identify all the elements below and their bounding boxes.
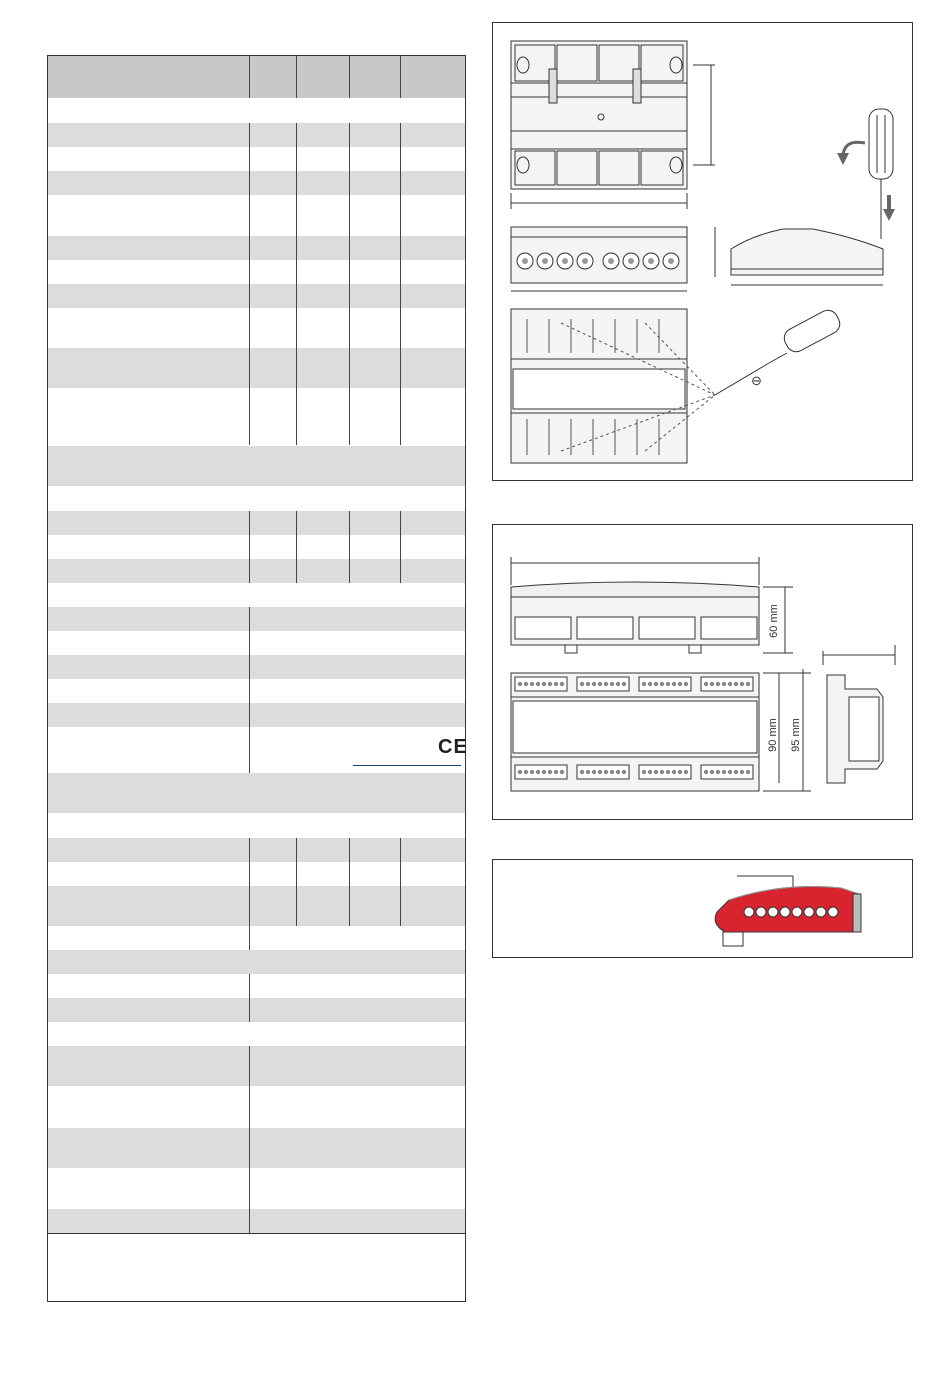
terminal-dot <box>716 682 720 686</box>
terminal-dot <box>672 770 676 774</box>
terminal-screw <box>804 907 814 917</box>
terminal-dot <box>684 770 688 774</box>
table-row <box>48 703 465 727</box>
terminal-dot <box>660 682 664 686</box>
terminal-dot <box>604 682 608 686</box>
terminal-dot <box>530 682 534 686</box>
terminal-dot <box>542 682 546 686</box>
terminal-dot <box>734 770 738 774</box>
table-row <box>48 607 465 631</box>
terminal-dot <box>648 770 652 774</box>
dimension-drawing <box>493 525 914 821</box>
dimensions-panel <box>492 524 913 820</box>
mounting-diagram-panel <box>492 22 913 481</box>
mounting-drawing <box>493 23 914 482</box>
terminal-dot <box>524 770 528 774</box>
table-row <box>48 1128 465 1168</box>
terminal-dot <box>554 682 558 686</box>
terminal-dot <box>536 770 540 774</box>
terminal-dot <box>734 682 738 686</box>
table-row <box>48 348 465 388</box>
terminal-dot <box>678 770 682 774</box>
terminal-screw <box>756 907 766 917</box>
terminal-dot <box>704 682 708 686</box>
table-row <box>48 446 465 486</box>
terminal-block-drawing <box>493 860 914 959</box>
terminal-dot <box>580 770 584 774</box>
terminal-dot <box>610 682 614 686</box>
table-row <box>48 1046 465 1086</box>
table-row <box>48 236 465 260</box>
ce-mark: CE <box>438 736 468 758</box>
terminal-dot <box>610 770 614 774</box>
table-row <box>48 559 465 583</box>
terminal-dot <box>740 770 744 774</box>
dim-90: 90 mm <box>767 718 779 752</box>
terminal-dot <box>622 770 626 774</box>
ce-underline <box>353 765 461 766</box>
table-row <box>48 886 465 926</box>
table-row <box>48 838 465 862</box>
terminal-dot <box>710 770 714 774</box>
dim-60: 60 mm <box>768 604 780 638</box>
terminal-screw <box>816 907 826 917</box>
terminal-block-panel <box>492 859 913 958</box>
terminal-dot <box>660 770 664 774</box>
terminal-dot <box>666 682 670 686</box>
terminal-dot <box>616 770 620 774</box>
terminal-dot <box>654 770 658 774</box>
terminal-dot <box>554 770 558 774</box>
table-row <box>48 511 465 535</box>
terminal-dot <box>678 682 682 686</box>
table-row <box>48 998 465 1022</box>
terminal-screw <box>792 907 802 917</box>
terminal-dot <box>518 682 522 686</box>
terminal-dot <box>560 770 564 774</box>
terminal-dot <box>542 770 546 774</box>
terminal-dot <box>560 682 564 686</box>
terminal-dot <box>716 770 720 774</box>
terminal-dot <box>604 770 608 774</box>
terminal-dot <box>548 682 552 686</box>
table-footer-divider <box>48 1233 465 1234</box>
terminal-dot <box>586 770 590 774</box>
terminal-dot <box>616 682 620 686</box>
terminal-screw <box>768 907 778 917</box>
table-row <box>48 1209 465 1233</box>
terminal-dot <box>666 770 670 774</box>
terminal-dot <box>746 682 750 686</box>
terminal-screw <box>744 907 754 917</box>
terminal-dot <box>530 770 534 774</box>
table-header <box>48 56 465 98</box>
table-row <box>48 950 465 974</box>
terminal-dot <box>728 770 732 774</box>
terminal-dot <box>704 770 708 774</box>
table-row <box>48 655 465 679</box>
terminal-dot <box>746 770 750 774</box>
terminal-dot <box>722 770 726 774</box>
terminal-dot <box>592 682 596 686</box>
terminal-dot <box>684 682 688 686</box>
table-row <box>48 123 465 147</box>
table-row <box>48 773 465 813</box>
terminal-dot <box>722 682 726 686</box>
terminal-dot <box>654 682 658 686</box>
terminal-dot <box>648 682 652 686</box>
terminal-dot <box>622 682 626 686</box>
terminal-dot <box>710 682 714 686</box>
terminal-dot <box>518 770 522 774</box>
table-row <box>48 171 465 195</box>
terminal-dot <box>642 682 646 686</box>
terminal-dot <box>536 682 540 686</box>
spec-table <box>47 55 466 1302</box>
terminal-dot <box>580 682 584 686</box>
terminal-screw <box>828 907 838 917</box>
terminal-dot <box>642 770 646 774</box>
terminal-dot <box>586 682 590 686</box>
dim-95: 95 mm <box>790 718 802 752</box>
terminal-dot <box>592 770 596 774</box>
terminal-dot <box>598 770 602 774</box>
terminal-dot <box>524 682 528 686</box>
terminal-dot <box>728 682 732 686</box>
table-row <box>48 284 465 308</box>
terminal-dot <box>598 682 602 686</box>
minus-symbol: ⊖ <box>751 373 762 388</box>
terminal-dot <box>548 770 552 774</box>
terminal-dot <box>672 682 676 686</box>
terminal-screw <box>780 907 790 917</box>
terminal-dot <box>740 682 744 686</box>
